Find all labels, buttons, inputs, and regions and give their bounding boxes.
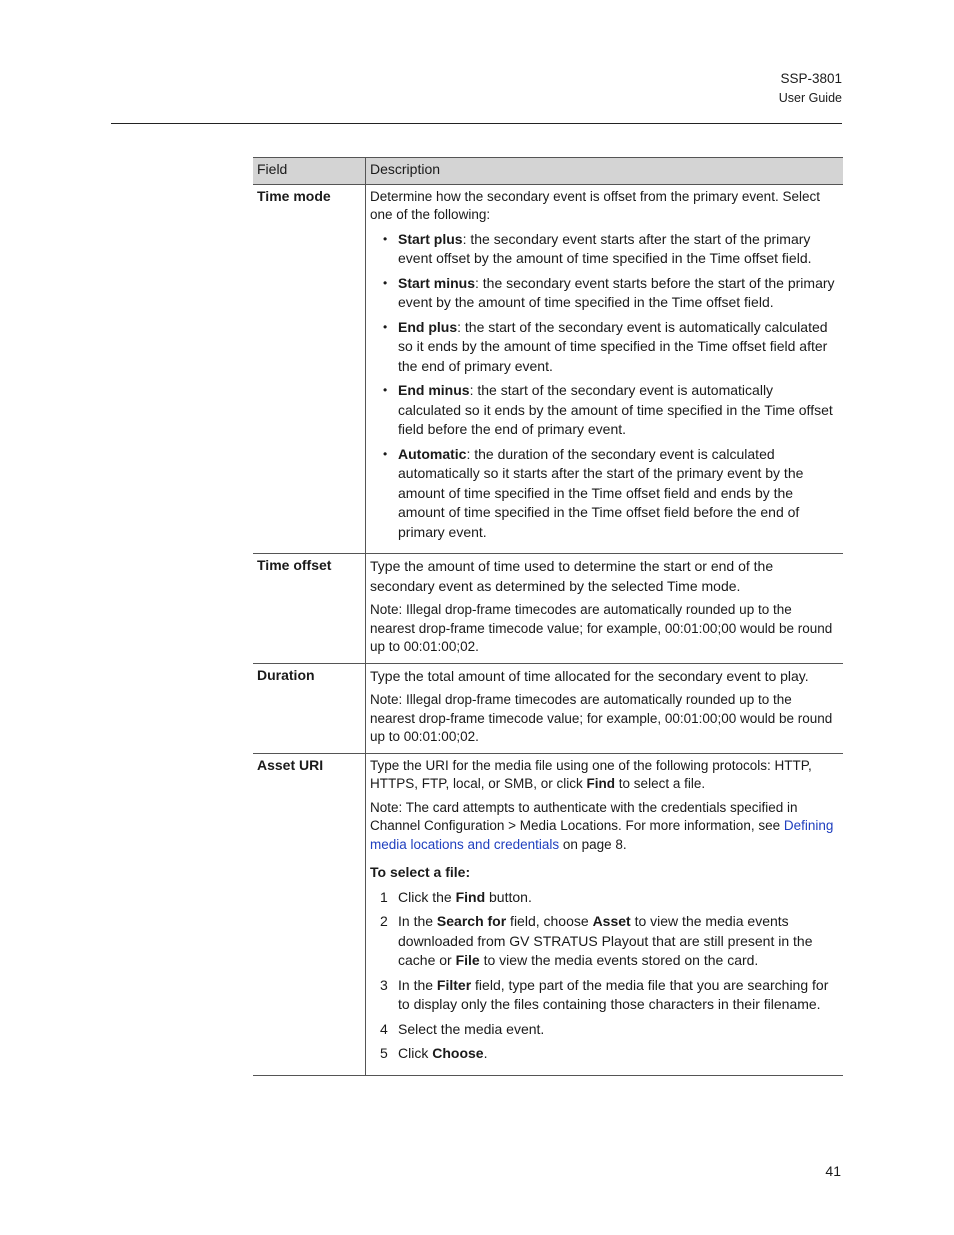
option-text: : the start of the secondary event is automatically calculated so it ends by the amount of time specified in the Time offset field after the end of primary event. xyxy=(398,318,828,374)
step-text: field, choose xyxy=(506,913,593,929)
field-name: Time mode xyxy=(253,184,366,554)
field-description-table xyxy=(253,157,843,1076)
list-item xyxy=(383,230,839,269)
bullet-icon: • xyxy=(383,275,388,290)
field-name: Time offset xyxy=(253,554,366,664)
table-row-asset-uri xyxy=(253,753,843,1075)
step-term: Find xyxy=(455,888,486,905)
option-text: : the duration of the secondary event is calculated automatically so it starts after the start of the primary event by the amount of time specified in the Time offset field and ends by the amount of time specified in the Time offset field before the end of primary event. xyxy=(398,445,804,540)
step-term: Search for xyxy=(436,913,507,929)
procedure-title: To select a file: xyxy=(370,864,471,880)
option-text: : the start of the secondary event is automatically calculated so it ends by the amount of time specified in the Time offset field before the end of primary event. xyxy=(398,382,833,437)
option-term: End plus xyxy=(398,318,458,335)
procedure-step xyxy=(380,888,839,908)
step-text: Select the media event. xyxy=(398,1020,545,1037)
step-number: 1 xyxy=(380,888,388,905)
procedure-steps xyxy=(370,888,839,1064)
note-text: Note: Illegal drop-frame timecodes are automatically rounded up to the nearest drop-frame timecode value; for example, 00:01:00;00 would be round up to 00:01:00;02. xyxy=(370,692,833,744)
step-text: button. xyxy=(485,888,532,905)
list-item xyxy=(383,274,839,313)
description-text-end: to select a file. xyxy=(615,776,706,791)
step-text: In the xyxy=(398,976,437,993)
header-product: SSP-3801 xyxy=(780,71,842,86)
field-description xyxy=(366,184,844,554)
option-term: Start plus xyxy=(398,230,463,247)
option-text: : the secondary event starts after the start of the primary event offset by the amount of time specified in the Time offset field. xyxy=(398,230,812,266)
step-number: 3 xyxy=(380,976,388,993)
step-number: 4 xyxy=(380,1020,388,1037)
note-text xyxy=(370,799,839,855)
option-text: : the secondary event starts before the start of the primary event by the amount of time specified in the Time offset field. xyxy=(398,274,835,310)
step-text: to view the media events stored on the card. xyxy=(479,952,759,968)
option-term: Start minus xyxy=(398,274,476,291)
step-number: 2 xyxy=(380,913,388,929)
step-text: . xyxy=(483,1045,488,1061)
procedure-step xyxy=(380,1044,839,1064)
table-header-row xyxy=(253,158,843,185)
bullet-icon: • xyxy=(383,231,388,246)
step-term: Choose xyxy=(432,1045,484,1061)
field-description xyxy=(366,753,844,1075)
table-row-duration xyxy=(253,663,843,753)
step-term: File xyxy=(455,952,480,968)
description-text-start: Type the URI for the media file using one of the following protocols: HTTP, HTTPS, FTP, local, or SMB, or click xyxy=(370,757,812,791)
procedure-step xyxy=(380,912,839,971)
step-number: 5 xyxy=(380,1045,388,1061)
field-description xyxy=(366,554,844,664)
bullet-icon: • xyxy=(383,446,388,461)
step-text: Click the xyxy=(398,888,456,905)
step-text: to view the media events downloaded from GV STRATUS Playout that are still present in the cache or xyxy=(398,913,813,968)
header-rule xyxy=(111,123,842,124)
option-list xyxy=(370,230,839,543)
find-term: Find xyxy=(586,776,616,791)
step-text: Click xyxy=(398,1045,433,1061)
table-row-time-offset xyxy=(253,554,843,664)
field-name: Asset URI xyxy=(253,753,366,1075)
option-term: Automatic xyxy=(398,445,467,462)
page-number: 41 xyxy=(825,1163,841,1179)
description-text: Determine how the secondary event is offset from the primary event. Select one of the following: xyxy=(370,188,820,222)
note-text: Note: Illegal drop-frame timecodes are automatically rounded up to the nearest drop-frame timecode value; for example, 00:01:00;00 would be round up to 00:01:00;02. xyxy=(370,602,833,654)
procedure-step xyxy=(380,1020,839,1040)
bullet-icon: • xyxy=(383,319,388,334)
description-text: Type the amount of time used to determine the start or end of the secondary event as determined by the selected Time mode. xyxy=(370,558,774,594)
note-text-start: Note: The card attempts to authenticate with the credentials specified in Channel Configuration > Media Locations. For more information, see xyxy=(370,799,798,833)
table-row-time-mode xyxy=(253,184,843,554)
list-item xyxy=(383,318,839,377)
media-locations-link[interactable]: Defining media locations and credentials xyxy=(370,818,834,852)
step-text: In the xyxy=(398,913,437,929)
step-text: field, type part of the media file that you are searching for to display only the files containing those characters in their filename. xyxy=(398,976,829,1012)
option-term: End minus xyxy=(398,382,470,398)
field-description xyxy=(366,663,844,753)
list-item xyxy=(383,445,839,543)
list-item xyxy=(383,381,839,440)
bullet-icon: • xyxy=(383,383,388,397)
step-term: Asset xyxy=(592,913,631,929)
procedure-step xyxy=(380,976,839,1015)
note-text-end: on page 8. xyxy=(559,836,627,852)
field-name: Duration xyxy=(253,663,366,753)
header-guide: User Guide xyxy=(778,91,842,105)
description-text: Type the total amount of time allocated for the secondary event to play. xyxy=(370,667,809,684)
description-text xyxy=(370,757,839,794)
column-header-description: Description xyxy=(366,158,844,185)
column-header-field: Field xyxy=(253,158,366,185)
step-term: Filter xyxy=(436,976,472,993)
